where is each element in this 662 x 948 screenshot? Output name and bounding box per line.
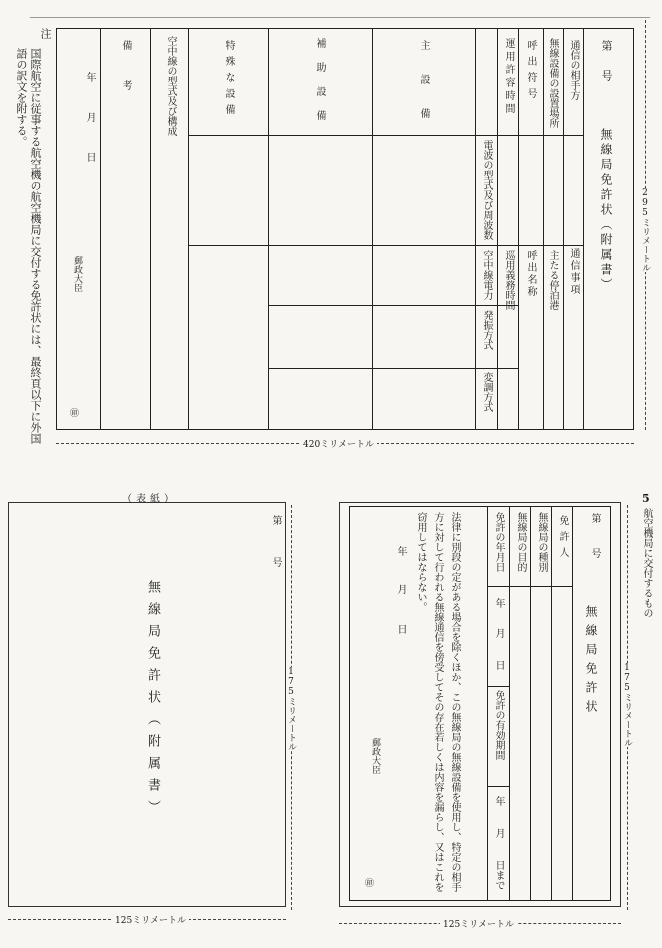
lic-body-text: 法律に別段の定がある場合を除くほか、この無線局の無線設備を使用し、特定の相手方に対して行われる無線通信を傍受してその存在若しくは内容を漏らし、又はこれを窃用してはならない。 xyxy=(415,512,460,892)
col-kuchu-denryoku: 空中線電力 xyxy=(481,250,492,300)
cover-dim-width: 125ミリメートル xyxy=(112,913,189,926)
cover-caption: （表紙） xyxy=(122,494,178,505)
page-number: 5 xyxy=(642,492,650,505)
lic-date-tsuki: 月 xyxy=(395,584,406,594)
col-junyo-jikan: 巡用義務時間 xyxy=(503,250,514,310)
lic-seal: ㊞ xyxy=(365,879,375,889)
col-tokushu: 特殊な設備 xyxy=(223,40,234,120)
top-no-go: 号 xyxy=(600,70,613,81)
top-dim-height: 295ミリメートル xyxy=(640,188,650,272)
lic-date-hi: 日 xyxy=(395,624,406,634)
col-hashin: 発振方式 xyxy=(481,310,492,350)
cover-no-go: 号 xyxy=(270,557,281,567)
lic-yuko-nen: 年 xyxy=(493,796,504,806)
lic-col-menkyonin: 免許人 xyxy=(557,515,568,563)
col-setchi-basho: 無線設備の設置場所 xyxy=(547,38,558,128)
lic-date-nen: 年 xyxy=(395,546,406,556)
col-biko: 備考 xyxy=(120,40,131,120)
side-caption: 航空機局に交付するもの xyxy=(641,508,652,618)
top-date-nen: 年 xyxy=(84,72,95,82)
lic-hi: 日 xyxy=(493,660,504,670)
lic-nen: 年 xyxy=(493,598,504,608)
col-kuchusen: 空中線の型式及び構成 xyxy=(165,36,176,136)
lic-title: 無線局免許状 xyxy=(584,605,598,719)
cover-no-dai: 第 xyxy=(270,515,281,525)
col-teihaku-ko: 主たる停泊港 xyxy=(547,250,558,310)
lic-made: 日まで xyxy=(493,860,504,890)
top-title: 無線局免許状（附属書） xyxy=(599,128,613,293)
top-minister: 郵政大臣 xyxy=(72,256,82,292)
lic-col-nengappi: 免許の年月日 xyxy=(493,512,504,572)
lic-yuko-tsuki: 月 xyxy=(493,828,504,838)
note-text: 国際航空に従事する航空機の航空機局に交付する免許状には、最終頁以下に外国語の訳文を附する。 xyxy=(15,48,42,444)
col-shu-setsubi: 主設備 xyxy=(418,40,429,142)
cover-title: 無線局免許状（附属書） xyxy=(145,580,160,822)
col-unyo-jikan: 運用許容時間 xyxy=(503,38,514,116)
lic-col-mokuteki: 無線局の目的 xyxy=(515,512,526,572)
lic-col-shubetsu: 無線局の種別 xyxy=(536,512,547,572)
top-dim-width: 420ミリメートル xyxy=(300,437,377,450)
note-label: 注 xyxy=(39,28,52,39)
lic-tsuki: 月 xyxy=(493,628,504,638)
lic-minister: 郵政大臣 xyxy=(370,738,380,774)
lic-dim-height: 175ミリメートル xyxy=(622,663,632,747)
col-yobidashi-meisho: 呼出名称 xyxy=(525,250,536,298)
top-date-tsuki: 月 xyxy=(84,112,95,122)
col-yobidashi: 呼出符号 xyxy=(525,40,536,104)
col-denpa: 電波の型式及び周波数 xyxy=(481,140,492,240)
top-date-hi: 日 xyxy=(84,152,95,162)
col-hojo-setsubi: 補助設備 xyxy=(314,38,325,134)
col-tsushin-jiko: 通信事項 xyxy=(568,248,579,296)
col-tsushin-aite: 通信の相手方 xyxy=(568,40,579,100)
cover-dim-height: 175ミリメートル xyxy=(286,667,296,751)
lic-no-go: 号 xyxy=(589,548,600,558)
top-no-dai: 第 xyxy=(600,40,613,51)
col-henchou: 変調方式 xyxy=(481,372,492,412)
lic-col-yuko-kikan: 免許の有効期間 xyxy=(493,690,504,760)
top-seal: ㊞ xyxy=(70,409,80,419)
lic-no-dai: 第 xyxy=(589,513,600,523)
lic-dim-width: 125ミリメートル xyxy=(440,917,517,930)
